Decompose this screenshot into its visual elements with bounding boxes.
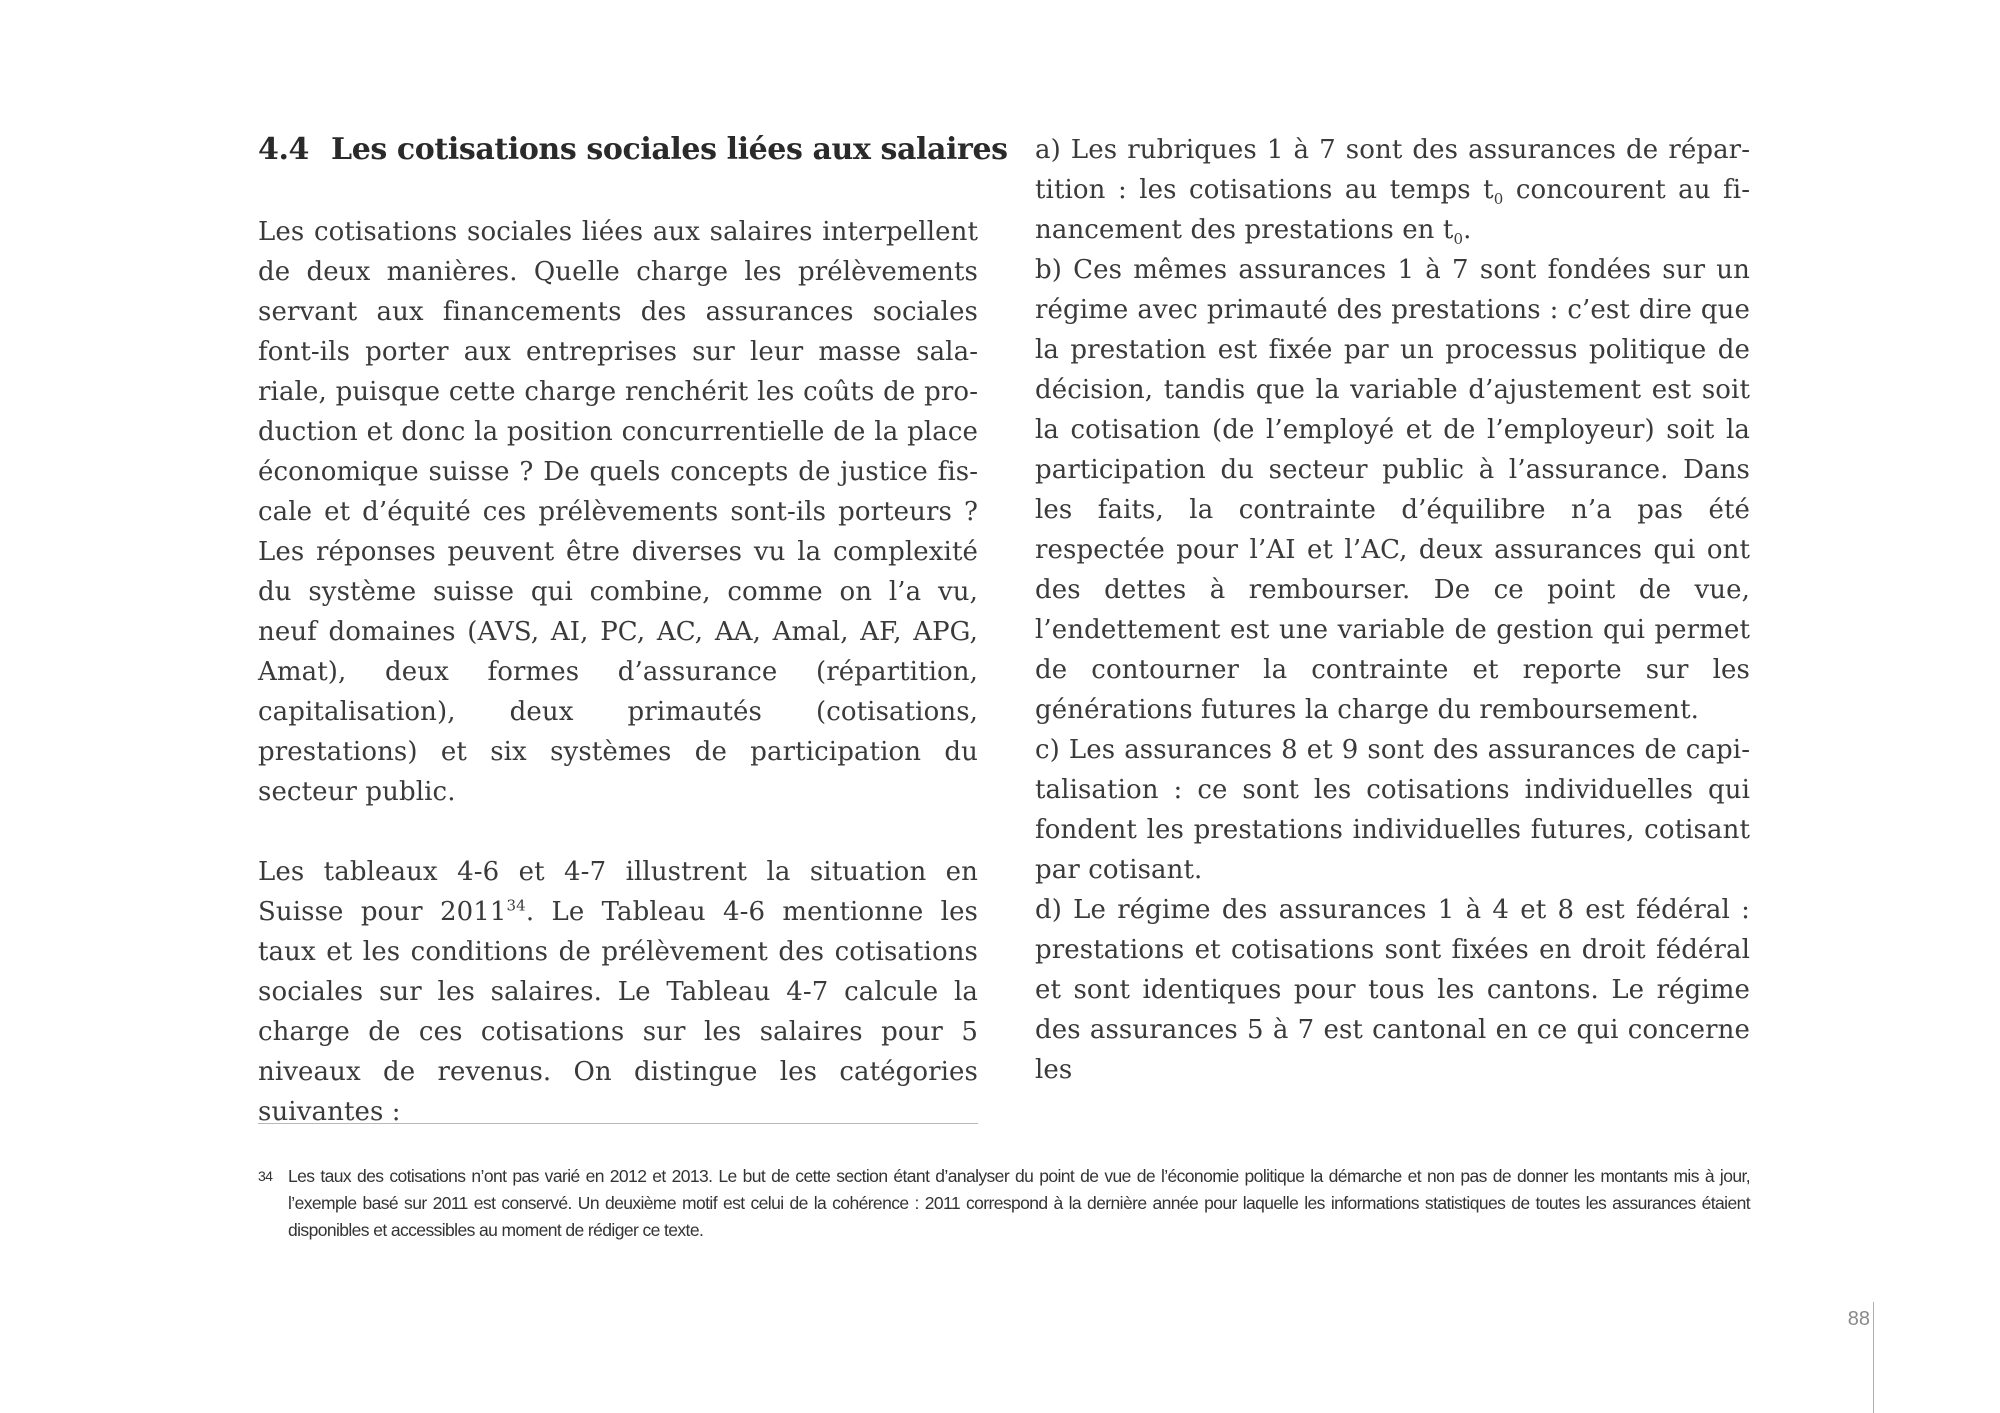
page-edge-line xyxy=(1873,1302,1874,1413)
item-a-text-2: concourent au financement des prestations en t xyxy=(1035,175,1750,245)
paragraph-spacer xyxy=(258,812,978,852)
list-item-c: c) Les assurances 8 et 9 sont des assurances de capitalisation : ce sont les cotisations individuelles qui fondent les prestations individuelles futures, cotisant par cotisant. xyxy=(1035,735,1750,885)
footnote-reference[interactable]: 34 xyxy=(506,896,526,915)
item-a-subscript-2: 0 xyxy=(1453,230,1464,249)
section-heading xyxy=(258,130,1008,170)
list-item-b: b) Ces mêmes assurances 1 à 7 sont fondées sur un régime avec primauté des prestations : c’est dire que la prestation est fixée par un processus politique de décision, tandis que la variable d’ajustement est soit la cotisation (de l’employé et de l’employeur) soit la participation du secteur public à l’assurance. Dans les faits, la contrainte d’équilibre n’a pas été respectée pour l’AI et l’AC, deux assurances qui ont des dettes à rembourser. De ce point de vue, l’endettement est une variable de gestion qui permet de contourner la contrainte et reporte sur les générations futures la charge du remboursement. xyxy=(1035,255,1750,725)
page-number: 88 xyxy=(1847,1308,1870,1330)
footnote-number: 34 xyxy=(258,1168,273,1184)
list-item-a xyxy=(1035,130,1750,250)
tables-paragraph xyxy=(258,852,978,1132)
footnote-separator xyxy=(258,1123,978,1124)
section-title: Les cotisations sociales liées aux salaires xyxy=(331,132,1008,167)
item-a-subscript-1: 0 xyxy=(1493,190,1504,209)
footnote xyxy=(258,1163,1750,1244)
item-a-text-3: . xyxy=(1463,215,1472,245)
tables-paragraph-end: . Le Tableau 4-6 mentionne les taux et les conditions de prélèvement des cotisations sociales sur les salaires. Le Tableau 4-7 calcule la charge de ces cotisations sur les salaires pour 5 niveaux de revenus. On distingue les catégories suivantes : xyxy=(258,897,978,1127)
section-number: 4.4 xyxy=(258,132,309,167)
intro-paragraph: Les cotisations sociales liées aux salaires interpellent de deux manières. Quelle charge les prélèvements servant aux financements des assurances sociales font-ils porter aux entreprises sur leur masse salariale, puisque cette charge renchérit les coûts de production et donc la position concurrentielle de la place économique suisse ? De quels concepts de justice fiscale et d’équité ces prélèvements sont-ils porteurs ? Les réponses peuvent être diverses vu la complexité du système suisse qui combine, comme on l’a vu, neuf domaines (AVS, AI, PC, AC, AA, Amal, AF, APG, Amat), deux formes d’assurance (répartition, capitalisation), deux primautés (cotisations, prestations) et six systèmes de participation du secteur public. xyxy=(258,217,978,807)
left-column xyxy=(258,130,1008,1132)
right-column xyxy=(1035,130,1750,1090)
footnote-text: Les taux des cotisations n’ont pas varié en 2012 et 2013. Le but de cette section étant d’analyser du point de vue de l’économie politique la démarche et non pas de donner les montants mis à jour, l’exemple basé sur 2011 est conservé. Un deuxième motif est celui de la cohérence : 2011 correspond à la dernière année pour laquelle les informations statistiques de toutes les assurances étaient disponibles et accessibles au moment de rédiger ce texte. xyxy=(288,1166,1750,1240)
tables-paragraph-start: Les tableaux 4-6 et 4-7 illustrent la situation en Suisse pour 2011 xyxy=(258,857,978,927)
list-item-d: d) Le régime des assurances 1 à 4 et 8 est fédéral : prestations et cotisations sont fixées en droit fédéral et sont identiques pour tous les cantons. Le régime des assurances 5 à 7 est cantonal en ce qui concerne les xyxy=(1035,895,1750,1085)
item-a-text-1: a) Les rubriques 1 à 7 sont des assurances de répartition : les cotisations au temps t xyxy=(1035,135,1750,205)
